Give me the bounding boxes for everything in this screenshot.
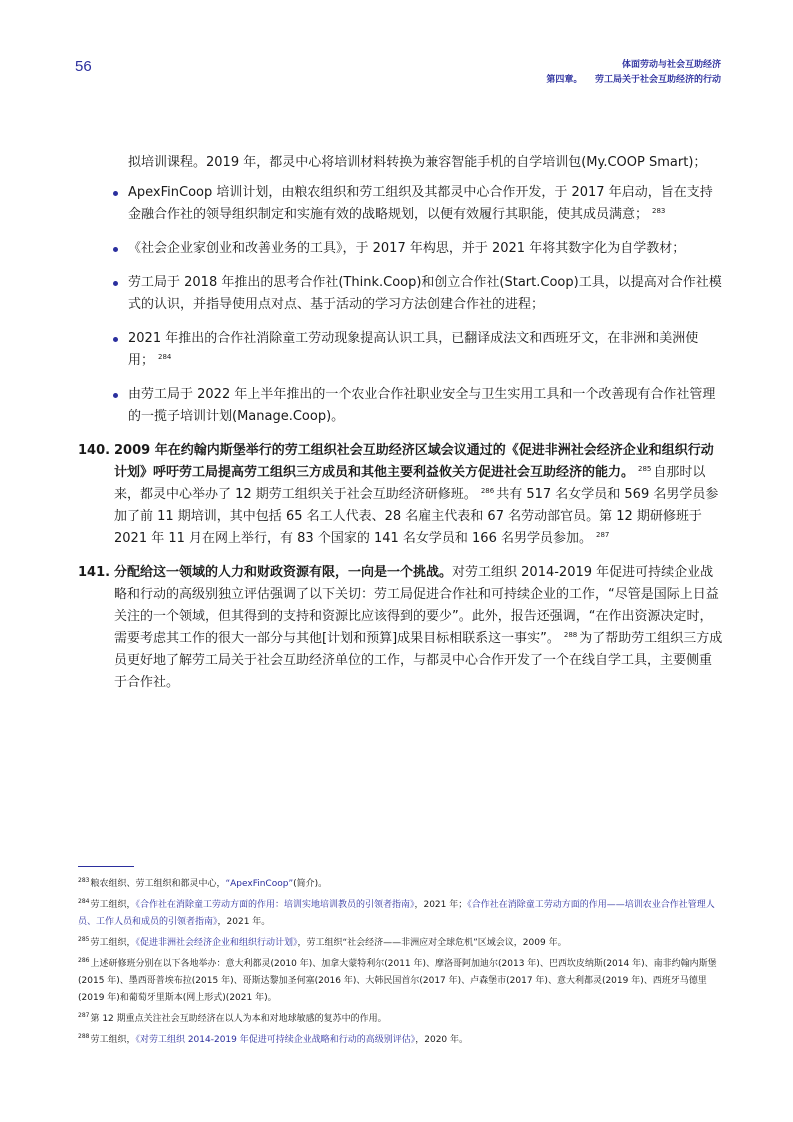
running-head [546,58,721,88]
bullet-icon [113,191,118,196]
footnote-text: 第 12 期重点关注社会互助经济在以人为本和对地球敏感的复苏中的作用。 [90,1014,387,1024]
footnotes [78,876,723,1053]
footnote-number: 284 [78,898,90,905]
bullet-icon [113,281,118,286]
footnote-link[interactable]: 《对劳工组织 2014-2019 年促进可持续企业战略和行动的高级别评估》 [135,1035,416,1045]
bullet-icon [113,393,118,398]
list-item [78,238,723,260]
bullet-text: 《社会企业家创业和改善业务的工具》，于 2017 年构思，并于 2021 年将其数字化为自学教材； [128,241,686,256]
footnote-number: 287 [78,1012,90,1019]
footnote-text: 粮农组织、劳工组织和都灵中心， [90,879,226,889]
footnote-number: 288 [78,1033,90,1040]
bullet-icon [113,337,118,342]
footnote-text: 上述研修班分别在以下各地举办：意大利都灵(2010 年)、加拿大蒙特利尔(2011 年)、摩洛哥阿加迪尔(2013 年)、巴西坎皮纳斯(2014 年)、南非约翰内斯堡(2015 年)、墨西哥普埃布拉(2015 年)、哥斯达黎加圣何塞(2016 年)、大韩民国首尔(2017 年)、卢森堡市(2017 年)、意大利都灵(2019 年)、西班牙马德里(2019 年)和葡萄牙里斯本(网上形式)(2021 年)。 [78,959,717,1003]
publication-title: 体面劳动与社会互助经济 [621,60,721,70]
paragraph-text: 对劳工组织 2014-2019 年促进可持续企业战略和行动的高级别独立评估强调了以下关切：劳工局促进合作社和可持续企业的工作，“尽管是国际上日益关注的一个领域，但其得到的支持和资源比应该得到的要少”。此外，报告还强调，“在作出资源决定时，需要考虑其工作的很大一部分与其他[计划和预算]成果目标相联系这一事实”。 [114,565,719,646]
footnote-text: 劳工组织， [90,938,136,948]
footnote-link[interactable]: “ApexFinCoop” [225,879,294,889]
footnote-divider [78,866,134,867]
footnote-text: (简介)。 [293,879,328,889]
footnote-number: 283 [78,877,90,884]
footnote-number: 286 [78,957,90,964]
footnote-ref[interactable]: 285 [638,465,652,473]
bullet-text: 劳工局于 2018 年推出的思考合作社(Think.Coop)和创立合作社(Start.Coop)工具，以提高对合作社模式的认识，并指导使用点对点、基于活动的学习方法创建合作社的进程； [128,275,722,312]
footnote-text: ，2021 年； [414,900,468,910]
chapter-label: 第四章。 [546,75,583,85]
paragraph-number: 140. [78,443,111,458]
footnote-287 [78,1011,723,1028]
bullet-text: 由劳工局于 2022 年上半年推出的一个农业合作社职业安全与卫生实用工具和一个改善现有合作社管理的一揽子培训计划(Manage.Coop)。 [128,387,716,424]
list-item [78,328,723,372]
continuation-text: 拟培训课程。2019 年，都灵中心将培训材料转换为兼容智能手机的自学培训包(My.COOP Smart)； [128,155,707,170]
chapter-title: 劳工局关于社会互助经济的行动 [594,75,721,85]
footnote-link[interactable]: 《促进非洲社会经济企业和组织行动计划》 [135,938,298,948]
footnote-link[interactable]: 《合作社在消除童工劳动方面的作用——培训农业合作社管理人员、工作人员和成员的引领者指南》 [78,900,715,927]
footnote-text: 劳工组织， [90,1035,136,1045]
list-item [78,384,723,428]
page-number: 56 [75,58,92,75]
paragraph-141 [78,562,723,694]
footnote-number: 285 [78,936,90,943]
paragraph-text: 共有 517 名女学员和 569 名男学员参加了前 11 期培训，其中包括 65 名工人代表、28 名雇主代表和 67 名劳动部官员。第 12 期研修班于 2021 年 11 月在网上举行，有 83 个国家的 141 名女学员和 166 名男学员参加。 [114,487,719,546]
footnote-283 [78,876,723,893]
chapter-line [546,73,721,88]
footnote-ref[interactable]: 286 [480,487,495,495]
paragraph-140 [78,440,723,550]
bullet-list [78,182,723,428]
main-content [78,152,723,706]
list-item [78,272,723,316]
footnote-288 [78,1032,723,1049]
footnote-ref[interactable]: 287 [596,531,610,539]
footnote-text: ，2020 年。 [415,1035,469,1045]
footnote-text: ，2021 年。 [217,917,271,927]
bullet-icon [113,247,118,252]
footnote-ref[interactable]: 283 [652,207,666,215]
footnote-text: ，劳工组织“社会经济——非洲应对全球危机”区域会议，2009 年。 [297,938,567,948]
footnote-text: 劳工组织， [90,900,136,910]
list-item [78,182,723,226]
paragraph-text: 为了帮助劳工组织三方成员更好地了解劳工局关于社会互助经济单位的工作，与都灵中心合作开发了一个在线自学工具，主要侧重于合作社。 [114,631,723,690]
footnote-ref[interactable]: 284 [158,353,172,361]
footnote-link[interactable]: 《合作社在消除童工劳动方面的作用：培训实地培训教员的引领者指南》 [135,900,415,910]
paragraph-lead: 2009 年在约翰内斯堡举行的劳工组织社会互助经济区域会议通过的《促进非洲社会经济企业和组织行动计划》呼吁劳工局提高劳工组织三方成员和其他主要利益攸关方促进社会互助经济的能力。 [114,443,714,480]
footnote-ref[interactable]: 288 [563,631,578,639]
bullet-text: ApexFinCoop 培训计划，由粮农组织和劳工组织及其都灵中心合作开发，于 2017 年启动，旨在支持金融合作社的领导组织制定和实施有效的战略规划，以便有效履行其职能，使其成员满意； [128,185,713,222]
paragraph-lead: 分配给这一领域的人力和财政资源有限，一向是一个挑战。 [114,565,453,580]
bullet-text: 2021 年推出的合作社消除童工劳动现象提高认识工具，已翻译成法文和西班牙文，在非洲和美洲使用； [128,331,699,368]
paragraph-number: 141. [78,565,111,580]
footnote-286 [78,956,723,1007]
footnote-285 [78,935,723,952]
footnote-284 [78,897,723,931]
paragraph-text: 自那时以来，都灵中心举办了 12 期劳工组织关于社会互助经济研修班。 [114,465,706,502]
